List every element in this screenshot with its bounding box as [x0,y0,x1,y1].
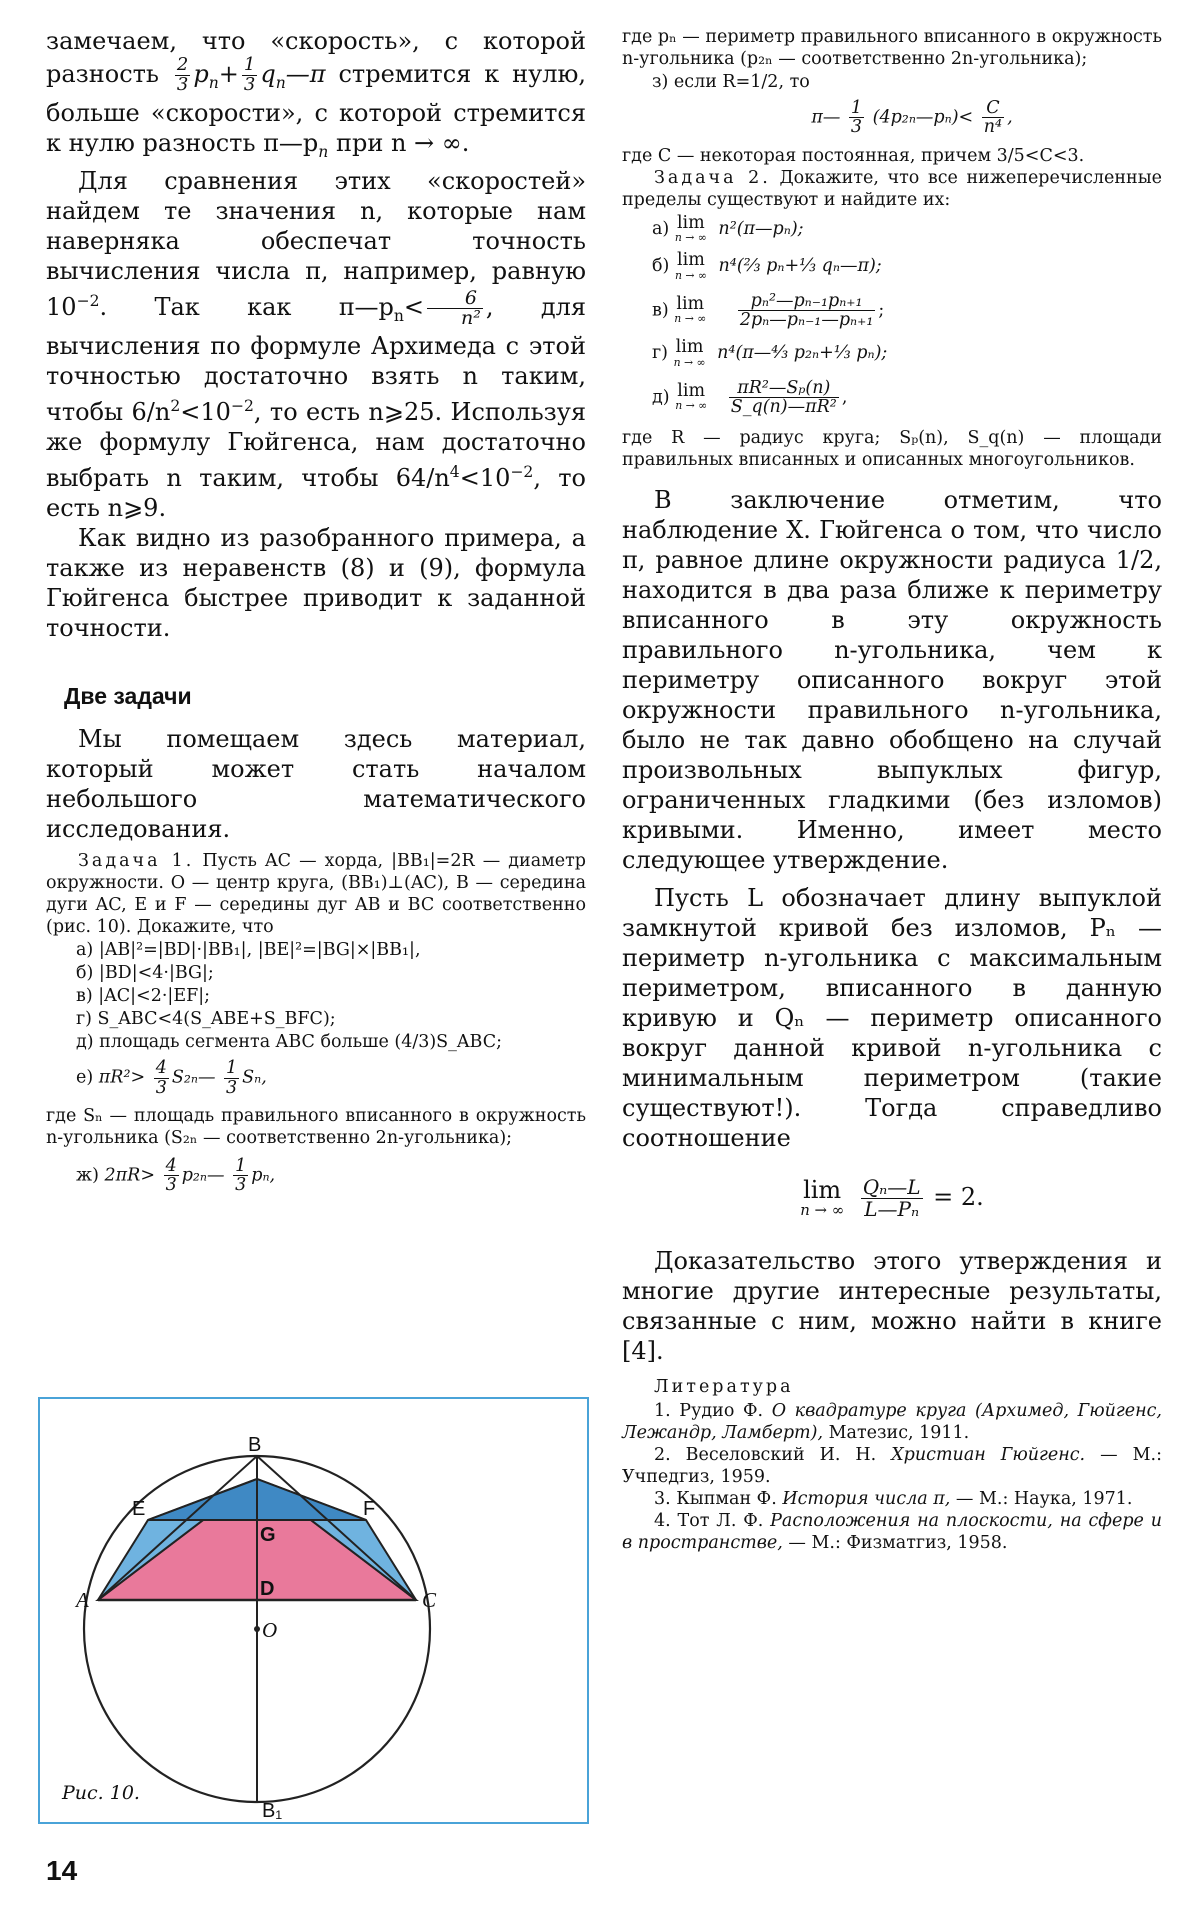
list-item-e: е) πR²> $\frac{4}{3}$ S₂ₙ— $\frac{1}{3}$ Sₙ, [76,1058,267,1098]
label-e: E [132,1498,146,1520]
paragraph-4: Мы помещаем здесь материал, который может стать началом небольшого математического исследования. [46,725,586,844]
label-a: A [76,1588,89,1612]
label-o: O [262,1618,278,1642]
limit-v: в) lim n → ∞ $\frac{\text{pₙ²—pₙ₋₁pₙ₊₁}}{\text{2pₙ—pₙ₋₁—pₙ₊₁}}$ ; [652,290,885,330]
literature-list [622,1400,1162,1554]
right-column [622,26,1162,1554]
final-formula: lim n → ∞ $\frac{\text{Qₙ—L}}{\text{L—Pₙ}}$ = 2. [800,1174,984,1221]
note-s: где Sₙ — площадь правильного вписанного в окружность n-угольника (S₂ₙ — соответственно 2n-угольника); [46,1106,586,1149]
list-item: 4. Тот Л. Ф. Расположения на плоскости, на сфере и в пространстве, — М.: Физматгиз, 1958. [622,1510,1162,1553]
item-z: з) если R=1/2, то [652,72,810,92]
label-f: F [363,1498,376,1520]
list-item: а) |AB|²=|BD|·|BB₁|, |BE|²=|BG|×|BB₁|, [76,940,421,961]
note-p: где pₙ — периметр правильного вписанного в окружность n-угольника (p₂ₙ — соответственно 2n-угольника); [622,27,1162,69]
note-c: где C — некоторая постоянная, причем 3/5<C<3. [622,145,1085,166]
note-r: где R — радиус круга; Sₚ(n), S_q(n) — площади правильных вписанных и описанных многоугольников. [622,427,1162,470]
literature-title: Литература [654,1376,794,1397]
figure-caption: Рис. 10. [62,1782,140,1804]
list-item: 3. Кыпман Ф. История числа π, — М.: Наука, 1971. [654,1488,1133,1509]
item-z-formula: π— $\frac{1}{3}$ (4p₂ₙ—pₙ)< $\frac{C}{\text{n⁴}}$ , [811,98,1013,138]
section-title: Две задачи [64,683,192,710]
list-item-zh: ж) 2πR> $\frac{4}{3}$ p₂ₙ— $\frac{1}{3}$ pₙ, [76,1156,276,1196]
figure-10 [38,1397,589,1824]
paragraph-let: Пусть L обозначает длину выпуклой замкнутой кривой без изломов, Pₙ — периметр n-угольника с максимальным периметром, вписанного в данную кривую и Qₙ — периметр описанного вокруг данной кривой n-угольника с минимальным периметром (такие существуют!). Тогда справедливо соотношение [622,883,1162,1152]
limit-g: г) lim n → ∞ n⁴(π—⁴⁄₃ p₂ₙ+⅓ pₙ); [652,337,888,369]
paragraph-2: Для сравнения этих «скоростей» найдем те значения n, которые нам наверняка обеспечат точность вычисления числа π, например, равную $10^{-2}$. Так как $\pi—p_n<$ $\frac{6}{\text{n²}}$ , для вычисления по формуле Архимеда с этой точностью достаточно взять n таким, чтобы $6/n^2<10^{-2}$, то есть n⩾25. Используя же формулу Гюйгенса, нам достаточно выбрать n таким, чтобы $64/n^4<10^{-2}$, то есть n⩾9. [46,167,586,523]
limit-a: а) lim n → ∞ n²(π—pₙ); [652,212,804,245]
limits-list [622,212,1162,418]
paragraph-3: Как видно из разобранного примера, а также из неравенств (8) и (9), формула Гюйгенса быстрее приводит к заданной точности. [46,524,586,643]
label-d: D [260,1578,275,1600]
list-item: г) S_ABC<4(S_ABE+S_BFC); [76,1009,336,1030]
page-number: 14 [46,1855,78,1886]
left-column [46,26,586,1196]
list-item: б) |BD|<4·|BG|; [76,963,214,984]
label-c: C [422,1588,437,1612]
paragraph-conclusion: В заключение отметим, что наблюдение Х. Гюйгенса о том, что число π, равное длине окружности радиуса 1/2, находится в два раза ближе к периметру вписанного в эту окружность правильного n-угольника, чем к периметру описанного вокруг этой окружности правильного n-угольника, было не так давно обобщено на случай произвольных выпуклых фигур, ограниченных гладкими (без изломов) кривыми. Именно, имеет место следующее утверждение. [622,485,1162,874]
limit-b: б) lim n → ∞ n⁴(⅔ pₙ+⅓ qₙ—π); [652,250,882,282]
limit-d: д) lim n → ∞ $\frac{\text{πR²—Sₚ(n)}}{\text{S\_q(n)—πR²}}$ , [652,377,848,418]
paragraph-1: замечаем, что «скорость», с которой разность $\frac{2}{3}$ $p_n+$ $\frac{1}{3}$ $q_n—\pi$ стремится к нулю, больше «скорости», с которой стремится к нулю разность $\pi—p_n$ при n → ∞. [46,27,586,161]
task-1-items [46,939,586,1097]
figure-svg [40,1399,587,1822]
paragraph-proof: Доказательство этого утверждения и многие другие интересные результаты, связанные с ним, можно найти в книге [4]. [622,1246,1162,1365]
label-b: B [248,1434,262,1456]
list-item: 1. Рудио Ф. О квадратуре круга (Архимед, Гюйгенс, Лежандр, Ламберт), Матезис, 1911. [622,1400,1162,1443]
task-1: Задача 1. Пусть AC — хорда, |BB₁|=2R — диаметр окружности. O — центр круга, (BB₁)⊥(AC), B — середина дуги AC, E и F — середины дуг AB и BC соответственно (рис. 10). Докажите, что [46,851,586,938]
list-item: в) |AC|<2·|EF|; [76,986,211,1007]
label-g: G [260,1524,276,1546]
label-b1: B₁ [262,1800,283,1822]
center-point [254,1626,260,1632]
list-item: 2. Веселовский И. Н. Христиан Гюйгенс. — М.: Учпедгиз, 1959. [622,1444,1162,1487]
task-2: Задача 2. Докажите, что все нижеперечисленные пределы существуют и найдите их: [622,167,1162,210]
list-item: д) площадь сегмента ABC больше (4/3)S_ABC; [76,1032,503,1053]
